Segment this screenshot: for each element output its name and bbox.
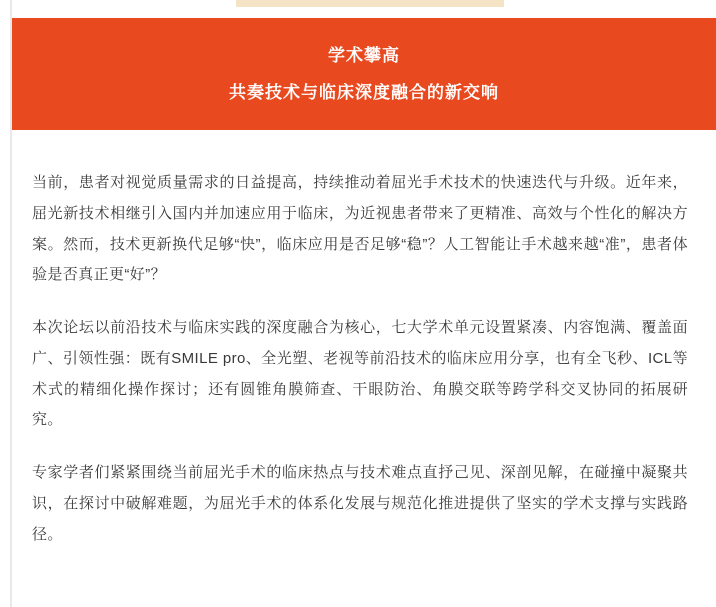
top-accent-bar xyxy=(236,0,504,7)
article-body xyxy=(12,130,716,550)
paragraph-1: 当前，患者对视觉质量需求的日益提高，持续推动着屈光手术技术的快速迭代与升级。近年来，屈光新技术相继引入国内并加速应用于临床，为近视患者带来了更精准、高效与个性化的解决方案。然而，技术更新换代足够“快”，临床应用是否足够“稳”？人工智能让手术越来越“准”，患者体验是否真正更“好”？ xyxy=(32,174,688,284)
article-banner xyxy=(12,18,716,130)
paragraph-2: 本次论坛以前沿技术与临床实践的深度融合为核心，七大学术单元设置紧凑、内容饱满、覆盖面广、引领性强：既有SMILE pro、全光塑、老视等前沿技术的临床应用分享，也有全飞秒、ICL等术式的精细化操作探讨；还有圆锥角膜筛查、干眼防治、角膜交联等跨学科交叉协同的拓展研究。 xyxy=(32,319,688,429)
paragraph-3: 专家学者们紧紧围绕当前屈光手术的临床热点与技术难点直抒己见、深剖见解，在碰撞中凝聚共识，在探讨中破解难题，为屈光手术的体系化发展与规范化推进提供了坚实的学术支撑与实践路径。 xyxy=(32,464,688,543)
banner-title-primary: 学术攀高 xyxy=(328,45,400,65)
top-strip xyxy=(12,0,716,18)
banner-title-secondary: 共奏技术与临床深度融合的新交响 xyxy=(229,83,499,102)
